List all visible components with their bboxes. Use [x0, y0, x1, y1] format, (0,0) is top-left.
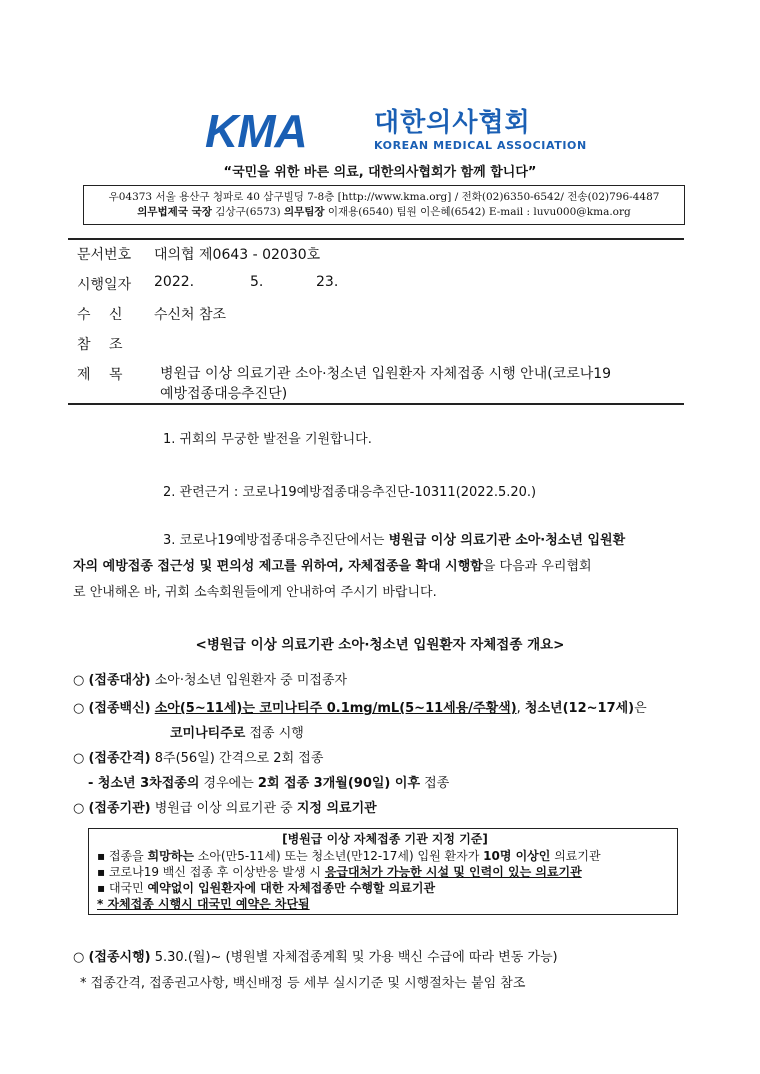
paragraph-2: 2. 관련근거 : 코로나19예방접종대응추진단-10311(2022.5.20.): [163, 485, 537, 500]
overview-title: <병원급 이상 의료기관 소아·청소년 입원환자 자체접종 개요>: [195, 637, 565, 653]
criteria-1: [97, 848, 673, 864]
criteria-box: [88, 828, 678, 915]
contact-team-label: 의무팀장: [283, 206, 325, 218]
vaccine-label: (접종백신): [88, 701, 151, 716]
subject-line-2: 예방접종대응추진단): [160, 386, 288, 402]
schedule-line: [73, 946, 558, 965]
interval-label: (접종간격): [88, 751, 151, 766]
criteria-2: [97, 864, 673, 880]
contact-dept-rest: 김상구(6573): [211, 206, 284, 218]
bullet-circle: ○: [73, 701, 85, 716]
criteria-3: [97, 880, 673, 896]
recipient-label: 수 신: [77, 307, 123, 323]
teen-c: 2회 접종 3개월(90일) 이후: [257, 776, 421, 791]
note-line: * 접종간격, 접종권고사항, 백신배정 등 세부 실시기준 및 시행절차는 붙임 참조: [80, 976, 526, 991]
date-label: 시행일자: [77, 277, 132, 293]
vaccine-line: [73, 697, 693, 716]
teen-d: 접종: [420, 776, 450, 791]
c1-b: 희망하는: [147, 849, 194, 863]
c1-a: ▪ 접종을: [97, 849, 148, 863]
bullet-circle: ○: [73, 751, 85, 766]
vaccine-tail: 접종 시행: [245, 726, 304, 741]
interval-value: 8주(56일) 간격으로 2회 접종: [150, 751, 324, 766]
subject-divider: [68, 403, 684, 405]
paragraph-1: 1. 귀회의 무궁한 발전을 기원합니다.: [163, 432, 372, 447]
contact-line-2: [84, 205, 684, 220]
bullet-circle: ○: [73, 950, 85, 965]
teen-b: 경우에는: [199, 776, 258, 791]
c2-a: ▪ 코로나19 백신 접종 후 이상반응 발생 시: [97, 865, 325, 879]
c1-d: 10명 이상인: [483, 849, 551, 863]
schedule-label: (접종시행): [88, 950, 151, 965]
header-divider: [68, 238, 684, 240]
institution-line: [73, 797, 377, 816]
doc-no-value: 대의협 제0643 - 02030호: [154, 247, 321, 263]
slogan: “국민을 위한 바른 의료, 대한의사협회가 함께 합니다”: [223, 165, 537, 180]
vaccine-child: 소아(5~11세)는 코미나티주 0.1mg/mL(5~11세용/주황색): [154, 701, 517, 716]
p3-a: 3. 코로나19예방접종대응추진단에서는: [163, 533, 389, 548]
date-year: 2022.: [154, 274, 195, 290]
contact-dept-label: 의무법제국 국장: [137, 206, 212, 218]
vaccine-sep: ,: [516, 701, 525, 716]
vaccine-teen-suffix: 은: [634, 701, 647, 716]
criteria-4: * 자체접종 시행시 대국민 예약은 차단됨: [97, 897, 310, 911]
interval-line: [73, 747, 323, 766]
c2-b: 응급대처가 가능한 시설 및 인력이 있는 의료기관: [324, 865, 582, 879]
contact-line-1: 우04373 서울 용산구 청파로 40 삼구빌딩 7-8층 [http://www.kma.org] / 전화(02)6350-6542/ 전송(02)796-4487: [108, 191, 660, 203]
teen-third-dose-line: [88, 772, 449, 791]
c1-c: 소아(만5-11세) 또는 청소년(만12-17세) 입원 환자가: [193, 849, 484, 863]
bullet-circle: ○: [73, 801, 85, 816]
contact-team-rest: 이재용(6540) 팀원 이은혜(6542) E-mail : luvu000@kma.org: [324, 206, 631, 218]
p3-b: 병원급 이상 의료기관 소아·청소년 입원환: [388, 533, 626, 548]
inst-b: 지정 의료기관: [296, 801, 377, 816]
recipient-value: 수신처 참조: [154, 307, 227, 323]
c1-e: 의료기관: [550, 849, 601, 863]
teen-a: - 청소년 3차접종의: [88, 776, 200, 791]
vaccine-teen: 청소년(12~17세): [524, 701, 635, 716]
date-month: 5.: [250, 274, 264, 290]
subject-label: 제 목: [77, 367, 123, 383]
inst-label: (접종기관): [88, 801, 151, 816]
bullet-circle: ○: [73, 673, 85, 688]
p3-d: 을 다음과 우리협회: [482, 559, 592, 574]
date-day: 23.: [316, 274, 339, 290]
target-value: 소아·청소년 입원환자 중 미접종자: [150, 673, 348, 688]
kma-logo-korean: 대한의사협회: [374, 108, 531, 138]
kma-logo-mark: KMA: [205, 105, 307, 157]
reference-label: 참 조: [77, 337, 123, 353]
paragraph-3: [73, 528, 693, 606]
schedule-value: 5.30.(월)~ (병원별 자체접종계획 및 가용 백신 수급에 따라 변동 가능): [150, 950, 558, 965]
target-line: [73, 669, 347, 688]
c3-b: 예약없이 입원환자에 대한 자체접종만 수행할 의료기관: [147, 881, 436, 895]
c3-a: ▪ 대국민: [97, 881, 148, 895]
subject-value: [160, 364, 690, 404]
kma-logo-english: KOREAN MEDICAL ASSOCIATION: [374, 139, 587, 152]
criteria-title: [병원급 이상 자체접종 기관 지정 기준]: [282, 832, 488, 846]
subject-line-1: 병원급 이상 의료기관 소아·청소년 입원환자 자체접종 시행 안내(코로나19: [160, 366, 612, 382]
vaccine-comirnaty: 코미나티주로: [170, 726, 246, 741]
target-label: (접종대상): [88, 673, 151, 688]
p3-e: 로 안내해온 바, 귀회 소속회원들에게 안내하여 주시기 바랍니다.: [73, 585, 437, 600]
inst-a: 병원급 이상 의료기관 중: [150, 801, 297, 816]
p3-c: 자의 예방접종 접근성 및 편의성 제고를 위하여, 자체접종을 확대 시행함: [73, 559, 483, 574]
vaccine-line-2: [170, 722, 304, 741]
contact-box: [83, 185, 685, 225]
doc-no-label: 문서번호: [77, 247, 132, 263]
